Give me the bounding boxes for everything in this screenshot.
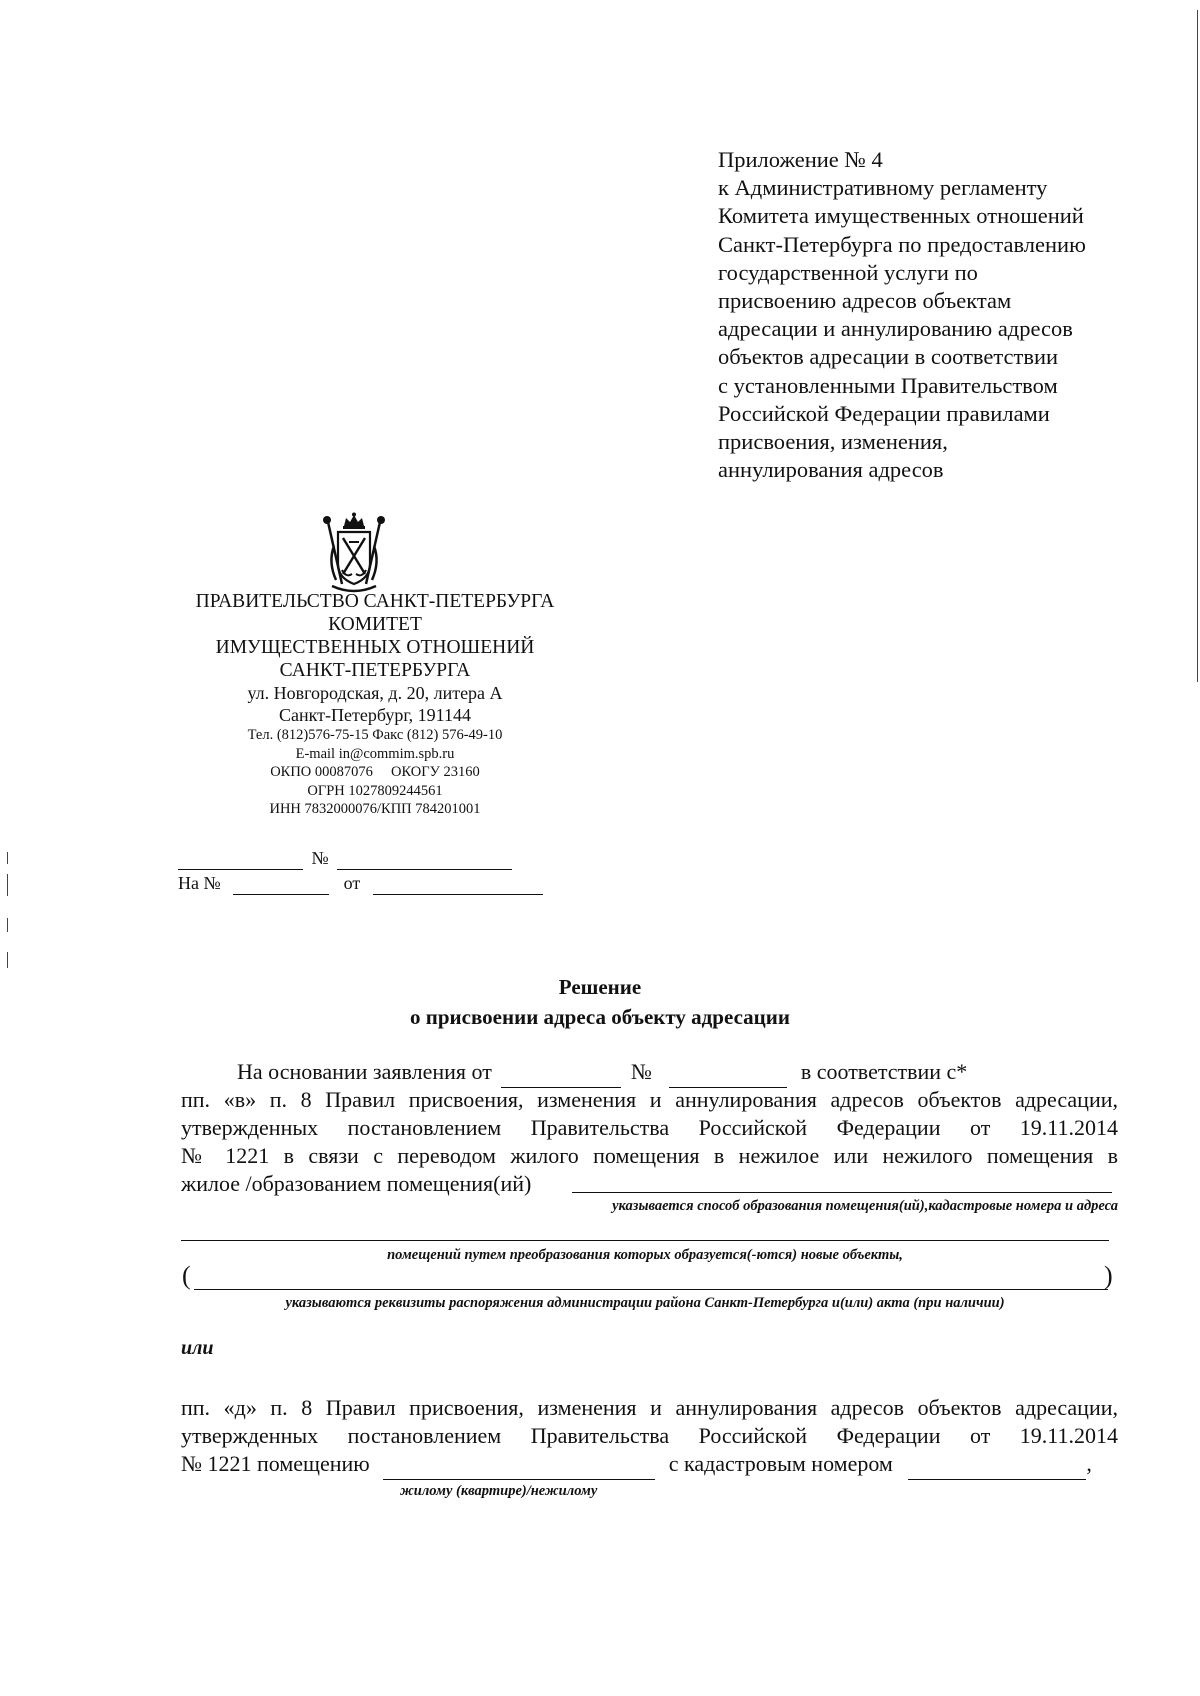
org-committee-name: ИМУЩЕСТВЕННЫХ ОТНОШЕНИЙ (215, 637, 535, 658)
org-address-city: Санкт-Петербург, 191144 (279, 705, 471, 725)
org-phone: Тел. (812)576-75-15 Факс (812) 576-49-10 (247, 727, 503, 743)
p2-comma: , (1086, 1451, 1092, 1476)
org-okpo-okogu: ОКПО 00087076 ОКОГУ 23160 (270, 764, 480, 780)
appendix-block (718, 146, 1158, 484)
appendix-line: Санкт-Петербурга по предоставлению (718, 231, 1086, 257)
outgoing-number-blank[interactable] (337, 848, 512, 870)
appendix-line: адресации и аннулированию адресов (718, 316, 1073, 342)
scan-edge-line (1197, 10, 1198, 682)
spb-coat-of-arms-icon (316, 512, 392, 596)
p1-line4: № 1221 в связи с переводом жилого помещения в нежилое или нежилого помещения в (181, 1143, 1118, 1168)
appendix-line: государственной услуги по (718, 259, 978, 285)
application-number-blank[interactable] (669, 1058, 787, 1088)
org-inn-kpp: ИНН 7832000076/КПП 784201001 (269, 801, 481, 817)
p1-first-line (237, 1058, 967, 1088)
p1-line5 (181, 1170, 531, 1199)
p1-start-text: На основании заявления от (237, 1059, 492, 1084)
org-committee: КОМИТЕТ (328, 614, 422, 635)
org-government: ПРАВИТЕЛЬСТВО САНКТ-ПЕТЕРБУРГА (195, 591, 555, 612)
p2-premises-label: № 1221 помещению (181, 1451, 370, 1476)
scan-edge-mark (7, 852, 8, 864)
scan-edge-mark (7, 952, 8, 968)
appendix-line: Российской Федерации правилами (718, 400, 1050, 426)
appendix-line: объектов адресации в соответствии (718, 344, 1059, 370)
hint-premises: помещений путем преобразования которых образуется(-ются) новые объекты, (387, 1247, 903, 1263)
appendix-line: присвоению адресов объектам (718, 288, 1012, 314)
paren-open: ( (182, 1261, 191, 1290)
p1-number-sign: № (630, 1059, 652, 1084)
outgoing-number-row (178, 848, 512, 870)
order-details-blank[interactable] (194, 1289, 1108, 1290)
p2-line3 (181, 1450, 1092, 1480)
outgoing-date-blank[interactable] (178, 848, 303, 870)
appendix-line: аннулирования адресов (718, 457, 944, 483)
number-sign: № (311, 848, 329, 868)
p2-cadastral-label: с кадастровым номером (668, 1451, 893, 1476)
cadastral-number-blank[interactable] (908, 1450, 1086, 1480)
appendix-line: Комитета имущественных отношений (718, 203, 1084, 229)
org-address-street: ул. Новгородская, д. 20, литера А (247, 683, 503, 703)
p1-line5-text: жилое /образованием помещения(ий) (181, 1171, 532, 1196)
p2-line1: пп. «д» п. 8 Правил присвоения, изменения и аннулирования адресов объектов адресации, (181, 1395, 1118, 1420)
decision-title (0, 972, 1200, 1032)
title-line2: о присвоении адреса объекту адресации (410, 1005, 790, 1029)
premises-blank[interactable] (181, 1240, 1109, 1241)
reply-label: На № (178, 873, 221, 893)
from-label: от (343, 873, 361, 893)
appendix-line: к Административному регламенту (718, 175, 1048, 201)
reply-date-blank[interactable] (373, 873, 543, 895)
p2-line2: утвержденных постановлением Правительства Российской Федерации от 19.11.2014 (181, 1423, 1118, 1448)
scan-edge-mark (7, 874, 8, 896)
appendix-line: Приложение № 4 (718, 147, 883, 172)
paren-close: ) (1104, 1261, 1113, 1290)
appendix-line: присвоения, изменения, (718, 429, 948, 455)
scan-edge-mark (7, 918, 8, 932)
org-city: САНКТ-ПЕТЕРБУРГА (279, 660, 471, 681)
organization-header (165, 590, 585, 819)
reply-number-blank[interactable] (233, 873, 329, 895)
p1-line3: утвержденных постановлением Правительства Российской Федерации от 19.11.2014 (181, 1115, 1118, 1140)
or-word: или (181, 1337, 214, 1359)
formation-method-blank[interactable] (572, 1192, 1112, 1193)
org-email: E-mail in@commim.spb.ru (295, 745, 455, 762)
hint-formation-method: указывается способ образования помещения(ий),кадастровые номера и адреса (612, 1198, 1118, 1214)
application-date-blank[interactable] (501, 1058, 621, 1088)
hint-order-details: указываются реквизиты распоряжения администрации района Санкт-Петербурга и(или) акта (при наличии) (285, 1295, 1005, 1311)
hint-premises-type: жилому (квартире)/нежилому (400, 1483, 598, 1499)
title-line1: Решение (558, 975, 642, 999)
appendix-line: с установленными Правительством (718, 372, 1058, 398)
org-ogrn: ОГРН 1027809244561 (307, 782, 443, 799)
reply-number-row (178, 873, 543, 895)
p1-end-text: в соответствии с* (800, 1059, 968, 1084)
premises-type-blank[interactable] (383, 1450, 655, 1480)
p1-line2: пп. «в» п. 8 Правил присвоения, изменения и аннулирования адресов объектов адресации, (181, 1087, 1118, 1112)
